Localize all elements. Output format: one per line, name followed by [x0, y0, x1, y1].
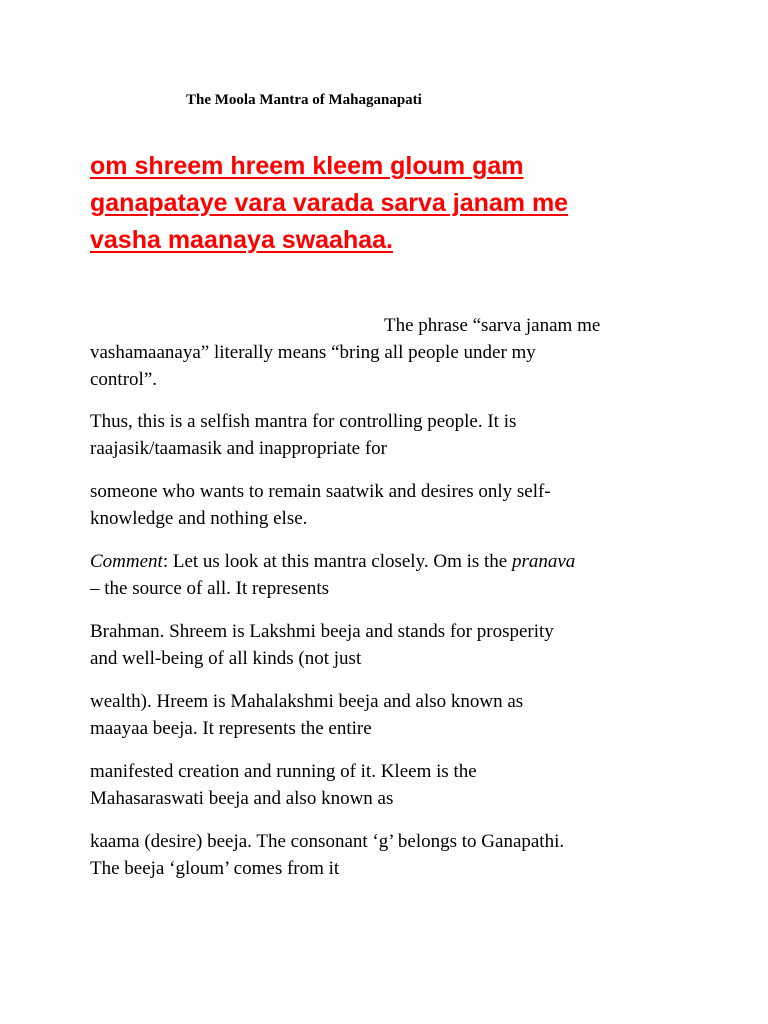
paragraph-line: The phrase “sarva janam me — [384, 315, 601, 336]
paragraph-hreem — [90, 688, 690, 742]
paragraph-line: and well-being of all kinds (not just — [90, 648, 362, 669]
paragraph-line: kaama (desire) beeja. The consonant ‘g’ belongs to Ganapathi. — [90, 831, 565, 852]
paragraph-kleem — [90, 758, 690, 812]
paragraph-line: maayaa beeja. It represents the entire — [90, 718, 372, 739]
mantra-line: vasha maanaya swaahaa. — [90, 226, 393, 254]
paragraph-line: vashamaanaya” literally means “bring all people under my — [90, 342, 536, 363]
paragraph-line: Brahman. Shreem is Lakshmi beeja and stands for prosperity — [90, 621, 554, 642]
paragraph-saatwik — [90, 478, 690, 532]
paragraph-comment — [90, 548, 690, 602]
paragraph-line: Thus, this is a selfish mantra for controlling people. It is — [90, 411, 517, 432]
paragraph-line: The beeja ‘gloum’ comes from it — [90, 858, 340, 879]
paragraph-line — [90, 548, 690, 575]
paragraph-line: control”. — [90, 369, 158, 390]
paragraph-line: raajasik/taamasik and inappropriate for — [90, 438, 388, 459]
paragraph-line: – the source of all. It represents — [90, 578, 329, 599]
mantra-line: om shreem hreem kleem gloum gam — [90, 152, 524, 180]
pranava-term: pranava — [511, 551, 576, 572]
paragraph-line: manifested creation and running of it. Kleem is the — [90, 761, 477, 782]
comment-text: : Let us look at this mantra closely. Om is the — [162, 551, 512, 572]
comment-label: Comment — [90, 551, 163, 572]
paragraph-phrase-meaning — [90, 312, 690, 393]
document-title: The Moola Mantra of Mahaganapati — [186, 92, 422, 108]
mantra-line: ganapataye vara varada sarva janam me — [90, 189, 569, 217]
paragraph-line: someone who wants to remain saatwik and desires only self- — [90, 481, 551, 502]
paragraph-line: Mahasaraswati beeja and also known as — [90, 788, 394, 809]
paragraph-gloum — [90, 828, 690, 882]
mantra-text — [90, 148, 730, 259]
paragraph-line: wealth). Hreem is Mahalakshmi beeja and also known as — [90, 691, 524, 712]
paragraph-shreem — [90, 618, 690, 672]
paragraph-selfish-mantra — [90, 408, 690, 462]
paragraph-line: knowledge and nothing else. — [90, 508, 308, 529]
